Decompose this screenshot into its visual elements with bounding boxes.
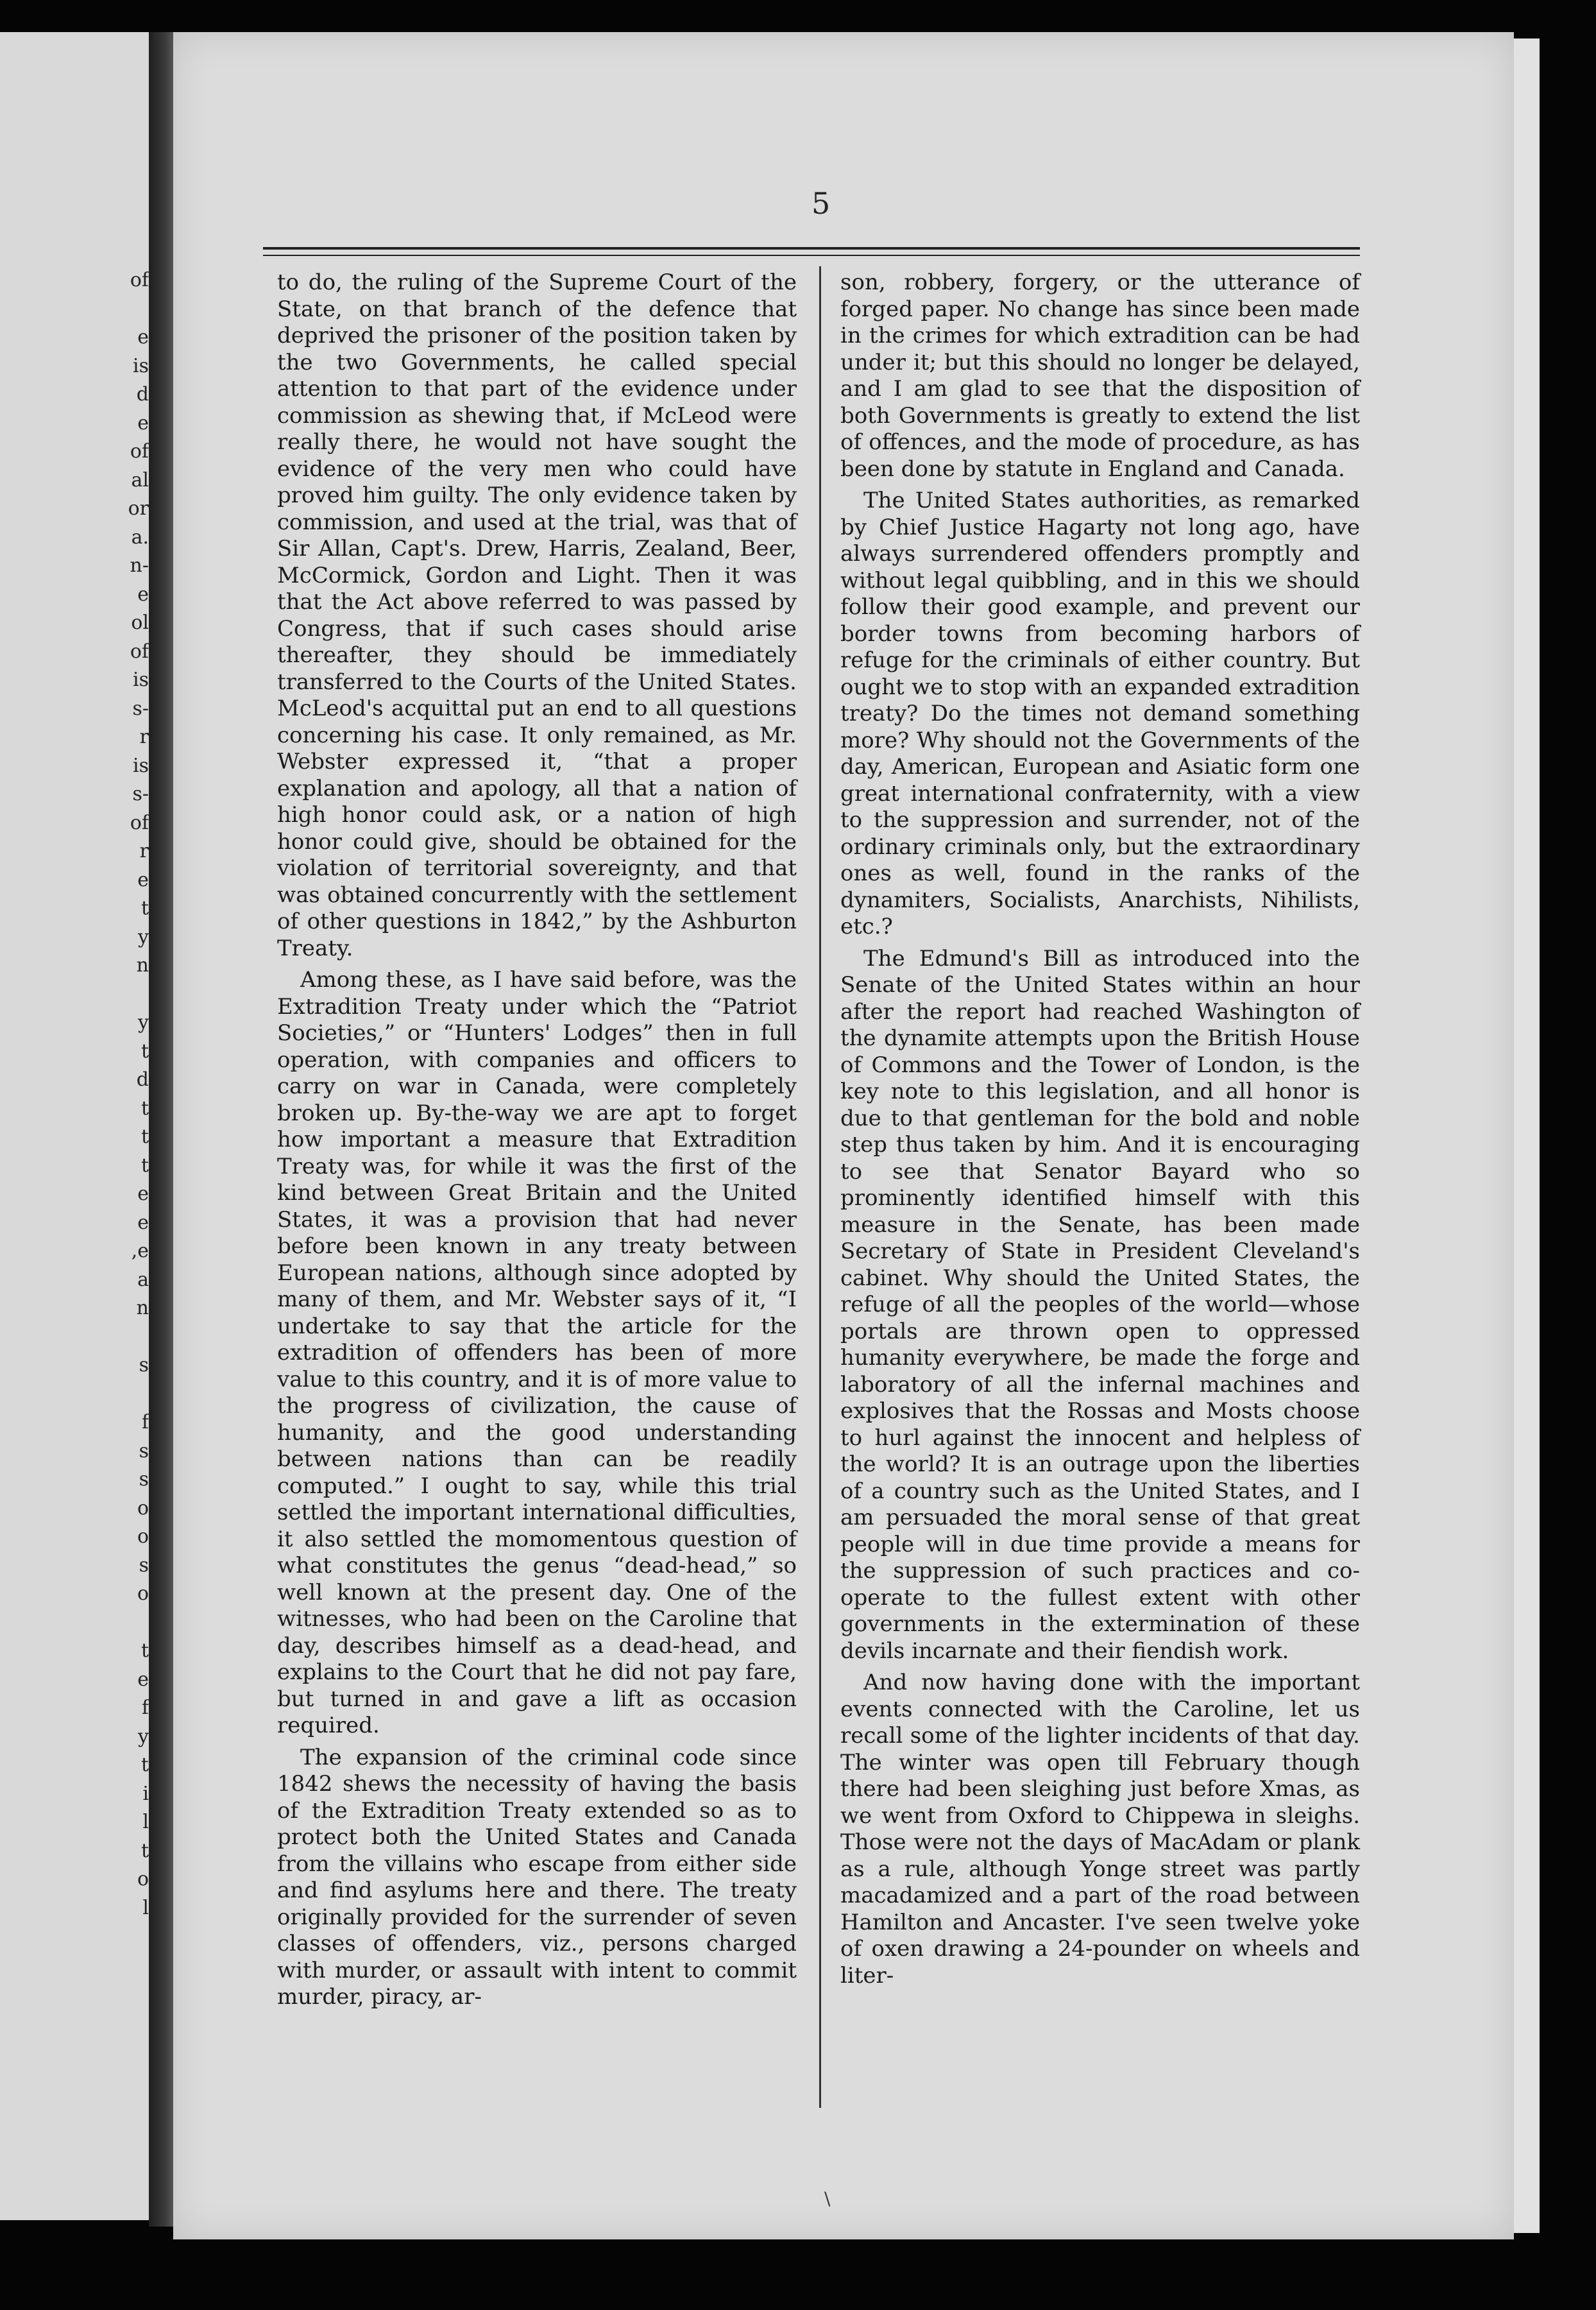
facing-page-fragment: e (137, 1668, 149, 1691)
facing-page-fragment (142, 295, 149, 324)
facing-page-fragment: al (131, 468, 149, 492)
facing-page-fragment (142, 1380, 149, 1409)
stray-mark: \ (824, 2188, 831, 2209)
facing-page-fragment: t (140, 1097, 149, 1120)
facing-page-fragment (142, 1323, 149, 1352)
paragraph: The United States authorities, as remarked by Chief Justice Hagarty not long ago, have always surrendered offenders promptly and without legal quibbling, and in this we should follow their good example, and prevent our border towns from becoming harbors of refuge for the criminals of either country. But ought we to stop with an expanded extradition treaty? Do the times not demand something more? Why should not the Governments of the day, American, European and Asiatic form one great international confraternity, with a view to the suppression and surrender, not of the ordinary criminals only, but the extraordinary ones as well, found in the ranks of the dynamiters, Socialists, Anarchists, Nihilists, etc.? (840, 488, 1360, 939)
facing-page-fragment: of (130, 811, 149, 834)
column-divider (819, 266, 821, 2108)
facing-page-fragment: t (140, 897, 149, 920)
facing-page-fragment: ,e (131, 1240, 149, 1262)
paragraph: Among these, as I have said before, was the Extradition Treaty under which the “Patriot Societies,” or “Hunters' Lodges” then in full operation, with companies and officers to carry on war in Canada, were completely broken up. By-the-way we are apt to forget how important a measure that Extradition Treaty was, for while it was the first of the kind between Great Britain and the United States, it was a provision that had never before been known in any treaty between European nations, although since adopted by many of them, and Mr. Webster says of it, “I undertake to say that the article for the extradition of offenders has been of more value to this country, and it is of more value to the progress of civilization, the cause of humanity, and the good understanding between nations than can be readily computed.” I ought to say, while this trial settled the important international difficulties, it also settled the momomentous question of what constitutes the genus “dead-head,” so well known at the present day. One of the witnesses, who had been on the Caroline that day, describes himself as a dead-head, and explains to the Court that he did not pay fare, but turned in and gave a lift as occasion required. (277, 967, 797, 1738)
facing-page-fragment: o (137, 1582, 149, 1605)
facing-page-fragment: y (138, 1011, 149, 1034)
facing-page-fragment: y (138, 1725, 149, 1748)
page-right-edge (1514, 38, 1540, 2233)
facing-page-fragment: e (137, 326, 149, 348)
facing-page-fragment: of (130, 269, 149, 291)
paragraph: to do, the ruling of the Supreme Court of the State, on that branch of the defence that deprived the prisoner of the position taken by the two Governments, he called special attention to that part of the evidence under commission as shewing that, if McLeod were really there, he would not have sought the evidence of the very men who could have proved him guilty. The only evidence taken by commission, and used at the trial, was that of Sir Allan, Capt's. Drew, Harris, Zealand, Beer, McCormick, Gordon and Light. Then it was that the Act above referred to was passed by Congress, that if such cases should arise thereafter, they should be immediately transferred to the Courts of the United States. McLeod's acquittal put an end to all questions concerning his case. It only remained, as Mr. Webster expressed it, “that a proper explanation and apology, all that a nation of high honor could ask, or a nation of high honor could give, should be obtained for the violation of territorial sovereignty, and that was obtained concurrently with the settlement of other questions in 1842,” by the Ashburton Treaty. (277, 270, 797, 961)
facing-page-fragment: t (140, 1639, 149, 1662)
facing-page-fragment: or (128, 497, 149, 520)
facing-page-fragment: f (141, 1411, 149, 1433)
paragraph: The expansion of the criminal code since 1842 shews the necessity of having the basis of the Extradition Treaty extended so as to protect both the United States and Canada from the villains who escape from either side and find asylums here and there. The treaty originally provided for the surrender of seven classes of offenders, viz., persons charged with murder, or assault with intent to commit murder, piracy, ar- (277, 1744, 797, 2010)
paragraph: And now having done with the important events connected with the Caroline, let us recall some of the lighter incidents of that day. The winter was open till February though there had been sleighing just before Xmas, as we went from Oxford to Chippewa in sleighs. Those were not the days of MacAdam or plank as a rule, although Yonge street was partly macadamized and a part of the road between Hamilton and Ancaster. I've seen twelve yoke of oxen drawing a 24-pounder on wheels and liter- (840, 1670, 1360, 1989)
facing-page-fragment: of (130, 640, 149, 663)
binding-gutter (149, 32, 176, 2227)
facing-page-fragment: o (137, 1868, 149, 1890)
facing-page-fragment: f (141, 1697, 149, 1719)
facing-page-fragment: is (133, 669, 149, 691)
facing-page-fragment: s (139, 1468, 149, 1491)
facing-page-fragment: i (142, 1782, 149, 1805)
facing-page-fragment: e (137, 1183, 149, 1205)
paragraph: son, robbery, forgery, or the utterance of forged paper. No change has since been made in the crimes for which extradition can be had under it; but this should no longer be delayed, and I am glad to see that the disposition of both Governments is greatly to extend the list of offences, and the mode of procedure, as has been done by statute in England and Canada. (840, 270, 1360, 482)
facing-page-fragment: t (140, 1154, 149, 1177)
header-rule (263, 247, 1360, 250)
facing-page-text-fragments (123, 266, 149, 1922)
facing-page-fragment: o (137, 1525, 149, 1548)
facing-page-fragment: l (142, 1811, 149, 1833)
facing-page-fragment: e (137, 868, 149, 891)
header-rule-thin (263, 255, 1360, 256)
paragraph: The Edmund's Bill as introduced into the Senate of the United States within an hour after the report had reached Washington of the dynamite attempts upon the British House of Commons and the Tower of London, is the key note to this legislation, and all honor is due to that gentleman for the bold and noble step thus taken by him. And it is encouraging to see that Senator Bayard who so prominently identified himself with this measure in the Senate, has been made Secretary of State in President Cleveland's cabinet. Why should the United States, the refuge of all the peoples of the world—whose portals are thrown open to oppressed humanity everywhere, be made the forge and laboratory of all the infernal machines and explosives that the Rossas and Mosts choose to hurl against the innocent and helpless of the world? It is an outrage upon the liberties of a country such as the United States, and I am persuaded the moral sense of that great people will in due time provide a means for the suppression of such practices and co-operate to the fullest extent with other governments in the extermination of these devils incarnate and their fiendish work. (840, 945, 1360, 1664)
facing-page-edge (0, 32, 149, 2220)
facing-page-fragment: e (137, 411, 149, 434)
facing-page-fragment: ol (131, 612, 149, 634)
facing-page-fragment: r (139, 840, 149, 862)
right-text-column (840, 270, 1360, 1989)
facing-page-fragment: is (133, 354, 149, 377)
facing-page-fragment: t (140, 1125, 149, 1148)
facing-page-fragment: is (133, 754, 149, 777)
facing-page-fragment: n (136, 954, 149, 977)
facing-page-fragment: a (137, 1268, 149, 1291)
facing-page-fragment: l (142, 1896, 149, 1919)
facing-page-fragment (142, 1609, 149, 1638)
facing-page-fragment: n (136, 1297, 149, 1319)
facing-page-fragment (142, 980, 149, 1009)
facing-page-fragment: y (138, 925, 149, 948)
facing-page-fragment: o (137, 1496, 149, 1519)
facing-page-fragment: a. (131, 526, 149, 549)
facing-page-fragment: t (140, 1839, 149, 1862)
facing-page-fragment: d (136, 383, 149, 406)
facing-page-fragment: s (139, 1553, 149, 1577)
facing-page-fragment: e (137, 1211, 149, 1234)
facing-page-fragment: d (136, 1068, 149, 1091)
facing-page-fragment: n- (130, 554, 149, 577)
facing-page-fragment: r (139, 726, 149, 748)
page-number: 5 (811, 186, 831, 221)
facing-page-fragment: s (139, 1354, 149, 1376)
facing-page-fragment: t (140, 1040, 149, 1063)
facing-page-fragment: t (140, 1754, 149, 1776)
left-text-column (277, 270, 797, 2011)
facing-page-fragment: e (137, 583, 149, 606)
facing-page-fragment: of (130, 440, 149, 463)
facing-page-fragment: s- (132, 697, 149, 720)
facing-page-fragment: s- (132, 783, 149, 805)
facing-page-fragment: s (139, 1439, 149, 1462)
